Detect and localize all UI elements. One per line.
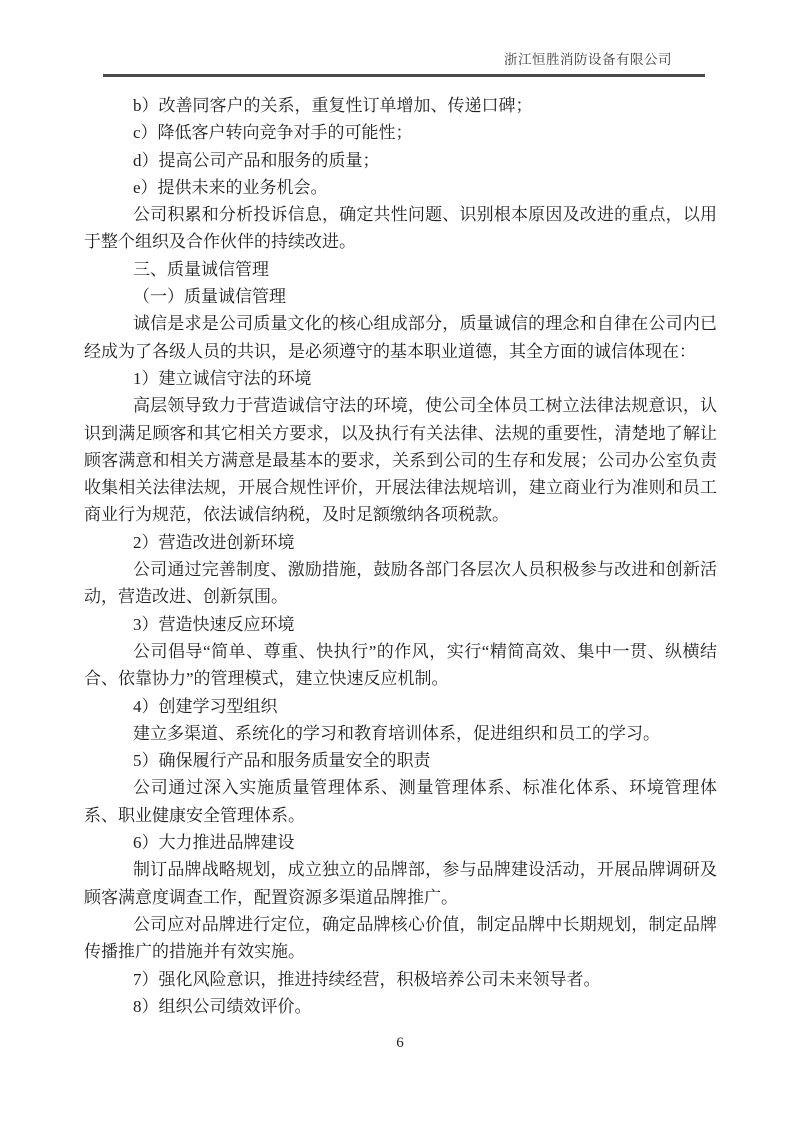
header-rule	[103, 74, 705, 77]
numbered-item-8: 8）组织公司绩效评价。	[133, 996, 312, 1016]
paragraph-fast-response: 公司倡导“简单、尊重、快执行”的作风，实行“精简高效、集中一贯、纵横结合、依靠协力”的管理模式，建立快速反应机制。	[84, 641, 717, 689]
paragraph-management-systems: 公司通过深入实施质量管理体系、测量管理体系、标准化体系、环境管理体系、职业健康安全管理体系。	[84, 778, 717, 825]
list-item-b: b）改善同客户的关系，重复性订单增加、传递口碑；	[133, 96, 533, 115]
numbered-item-7: 7）强化风险意识，推进持续经营，积极培养公司未来领导者。	[133, 969, 601, 989]
numbered-heading-4: 4）创建学习型组织	[133, 696, 278, 716]
numbered-heading-6: 6）大力推进品牌建设	[133, 833, 295, 853]
numbered-heading-2: 2）营造改进创新环境	[133, 532, 295, 552]
page-number: 6	[396, 1035, 404, 1051]
paragraph-improvement-innovation: 公司通过完善制度、激励措施，鼓励各部门各层次人员积极参与改进和创新活动，营造改进、创新氛围。	[84, 560, 717, 607]
numbered-heading-1: 1）建立诚信守法的环境	[133, 368, 312, 388]
numbered-heading-5: 5）确保履行产品和服务质量安全的职责	[133, 751, 431, 771]
paragraph-brand-positioning: 公司应对品牌进行定位，确定品牌核心价值，制定品牌中长期规划，制定品牌传播推广的措施并有效实施。	[84, 914, 717, 962]
numbered-heading-3: 3）营造快速反应环境	[133, 614, 295, 634]
paragraph-integrity-intro: 诚信是求是公司质量文化的核心组成部分，质量诚信的理念和自律在公司内已经成为了各级人员的共识，是必须遵守的基本职业道德，其全方面的诚信体现在：	[84, 314, 717, 361]
paragraph-complaint-analysis: 公司积累和分析投诉信息，确定共性问题、识别根本原因及改进的重点，以用于整个组织及合作伙伴的持续改进。	[84, 205, 717, 252]
document-body	[84, 92, 717, 1020]
paragraph-learning-organization: 建立多渠道、系统化的学习和教育培训体系，促进组织和员工的学习。	[133, 723, 660, 743]
section-heading-quality-integrity: 三、质量诚信管理	[133, 259, 269, 279]
list-item-d: d）提高公司产品和服务的质量；	[133, 150, 380, 170]
paragraph-brand-building: 制订品牌战略规划，成立独立的品牌部，参与品牌建设活动，开展品牌调研及顾客满意度调查工作，配置资源多渠道品牌推广。	[84, 860, 717, 907]
subsection-heading-quality-integrity: （一）质量诚信管理	[133, 287, 286, 307]
paragraph-legal-environment: 高层领导致力于营造诚信守法的环境，使公司全体员工树立法律法规意识，认识到满足顾客和其它相关方要求，以及执行有关法律、法规的重要性，清楚地了解让顾客满意和相关方满意是最基本的要求，关系到公司的生存和发展；公司办公室负责收集相关法律法规，开展合规性评价，开展法律法规培训，建立商业行为准则和员工商业行为规范，依法诚信纳税，及时足额缴纳各项税款。	[84, 396, 717, 525]
header-company-name: 浙江恒胜消防设备有限公司	[504, 52, 672, 67]
list-item-c: c）降低客户转向竞争对手的可能性；	[133, 123, 413, 143]
list-item-e: e）提供未来的业务机会。	[133, 177, 328, 197]
